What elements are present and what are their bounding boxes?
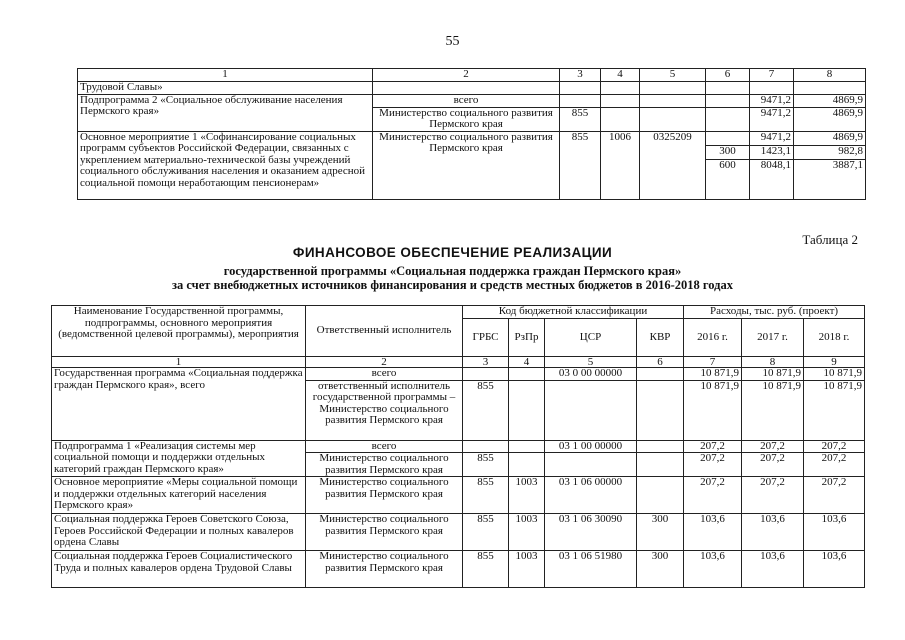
rzpr: 1003 (509, 477, 545, 514)
table-continuation (77, 68, 866, 200)
table-row (52, 551, 865, 588)
colnum: 9 (804, 357, 865, 368)
colnum: 5 (640, 69, 706, 82)
executor: Министерство социального развития Пермского края (373, 131, 560, 199)
table-row (78, 94, 866, 107)
table-row (52, 440, 865, 453)
executor: всего (306, 440, 463, 453)
value-2016: 103,6 (684, 551, 742, 588)
executor: Министерство социального развития Пермского края (306, 514, 463, 551)
kvr: 300 (637, 551, 684, 588)
value: 982,8 (794, 145, 866, 159)
csr: 03 1 00 00000 (545, 440, 637, 453)
table1-column-numbers (78, 69, 866, 82)
row-name: Социальная поддержка Героев Советского Союза, Героев Российской Федерации и полных кавалеров ордена Славы (52, 514, 306, 551)
value-2017: 207,2 (742, 453, 804, 477)
colnum: 8 (742, 357, 804, 368)
executor: Министерство социального развития Пермского края (306, 477, 463, 514)
kvr (706, 131, 750, 145)
csr: 03 1 06 30090 (545, 514, 637, 551)
grbs: 855 (463, 380, 509, 440)
colnum: 2 (306, 357, 463, 368)
colnum: 1 (52, 357, 306, 368)
colnum: 4 (509, 357, 545, 368)
value: 9471,2 (750, 131, 794, 145)
colnum: 2 (373, 69, 560, 82)
column-header: Расходы, тыс. руб. (проект) (684, 306, 865, 319)
financing-table (51, 305, 865, 588)
kvr (637, 368, 684, 381)
value-2017: 103,6 (742, 551, 804, 588)
value: 9471,2 (750, 94, 794, 107)
grbs (463, 368, 509, 381)
row-name: Подпрограмма 2 «Социальное обслуживание населения Пермского края» (78, 94, 373, 131)
csr: 03 1 06 00000 (545, 477, 637, 514)
grbs: 855 (463, 514, 509, 551)
column-header: Ответственный исполнитель (306, 306, 463, 357)
column-header: Код бюджетной классификации (463, 306, 684, 319)
csr: 0325209 (640, 131, 706, 199)
table-row (78, 131, 866, 145)
colnum: 8 (794, 69, 866, 82)
value-2018: 10 871,9 (804, 380, 865, 440)
section-title: ФИНАНСОВОЕ ОБЕСПЕЧЕНИЕ РЕАЛИЗАЦИИ (292, 245, 613, 260)
grbs: 855 (463, 551, 509, 588)
rzpr: 1003 (509, 551, 545, 588)
value-2016: 207,2 (684, 477, 742, 514)
value-2016: 10 871,9 (684, 368, 742, 381)
executor: всего (306, 368, 463, 381)
rzpr (509, 440, 545, 453)
executor: Министерство социального развития Пермского края (373, 107, 560, 131)
column-header: Наименование Государственной программы, подпрограммы, основного мероприятия (ведомственной целевой программы), мероприятия (52, 306, 306, 357)
value: 4869,9 (794, 131, 866, 145)
value: 1423,1 (750, 145, 794, 159)
value-2016: 207,2 (684, 440, 742, 453)
kvr: 600 (706, 159, 750, 199)
rzpr (509, 380, 545, 440)
colnum: 6 (706, 69, 750, 82)
csr (545, 453, 637, 477)
column-header: 2017 г. (742, 319, 804, 357)
colnum: 1 (78, 69, 373, 82)
executor: всего (373, 94, 560, 107)
value: 4869,9 (794, 94, 866, 107)
value-2016: 10 871,9 (684, 380, 742, 440)
colnum: 7 (684, 357, 742, 368)
value-2016: 103,6 (684, 514, 742, 551)
section-subtitle: за счет внебюджетных источников финансирования и средств местных бюджетов в 2016-2018 годах (171, 278, 734, 292)
table-header-row (52, 306, 865, 319)
executor: Министерство социального развития Пермского края (306, 551, 463, 588)
row-name: Трудовой Славы» (78, 81, 373, 94)
grbs: 855 (560, 107, 601, 131)
executor: ответственный исполнитель государственной программы – Министерство социального развития Пермского края (306, 380, 463, 440)
colnum: 4 (601, 69, 640, 82)
kvr (637, 440, 684, 453)
table2-column-numbers (52, 357, 865, 368)
csr (545, 380, 637, 440)
column-header: ЦСР (545, 319, 637, 357)
rzpr (509, 453, 545, 477)
rzpr: 1003 (509, 514, 545, 551)
grbs (463, 440, 509, 453)
value: 8048,1 (750, 159, 794, 199)
value-2016: 207,2 (684, 453, 742, 477)
kvr: 300 (637, 514, 684, 551)
row-name: Основное мероприятие 1 «Софинансирование социальных программ субъектов Российской Федерации, связанных с укреплением материально-технической базы учреждений социального обслуживания населения и оказанием адресной социальной помощи неработающим пенсионерам» (78, 131, 373, 199)
value: 3887,1 (794, 159, 866, 199)
value-2018: 10 871,9 (804, 368, 865, 381)
grbs: 855 (463, 453, 509, 477)
grbs: 855 (463, 477, 509, 514)
column-header: РзПр (509, 319, 545, 357)
value: 4869,9 (794, 107, 866, 131)
row-name: Подпрограмма 1 «Реализация системы мер социальной помощи и поддержки отдельных категорий граждан Пермского края» (52, 440, 306, 477)
value-2018: 207,2 (804, 453, 865, 477)
rzpr (509, 368, 545, 381)
colnum: 6 (637, 357, 684, 368)
table-label: Таблица 2 (802, 232, 858, 247)
row-name: Государственная программа «Социальная поддержка граждан Пермского края», всего (52, 368, 306, 441)
value-2017: 207,2 (742, 440, 804, 453)
csr: 03 0 00 00000 (545, 368, 637, 381)
value: 9471,2 (750, 107, 794, 131)
colnum: 7 (750, 69, 794, 82)
table-row (52, 477, 865, 514)
colnum: 3 (560, 69, 601, 82)
value-2017: 10 871,9 (742, 380, 804, 440)
column-header: ГРБС (463, 319, 509, 357)
row-name: Социальная поддержка Героев Социалистического Труда и полных кавалеров ордена Трудовой Славы (52, 551, 306, 588)
value-2018: 207,2 (804, 440, 865, 453)
page-number: 55 (445, 34, 460, 49)
kvr: 300 (706, 145, 750, 159)
table-row (52, 368, 865, 381)
section-subtitle: государственной программы «Социальная поддержка граждан Пермского края» (223, 264, 682, 278)
table-row (52, 514, 865, 551)
column-header: 2018 г. (804, 319, 865, 357)
row-name: Основное мероприятие «Меры социальной помощи и поддержки отдельных категорий населения Пермского края» (52, 477, 306, 514)
value-2017: 10 871,9 (742, 368, 804, 381)
value-2017: 207,2 (742, 477, 804, 514)
column-header: 2016 г. (684, 319, 742, 357)
column-header: КВР (637, 319, 684, 357)
value-2018: 207,2 (804, 477, 865, 514)
value-2018: 103,6 (804, 551, 865, 588)
kvr (637, 453, 684, 477)
executor: Министерство социального развития Пермского края (306, 453, 463, 477)
kvr (637, 477, 684, 514)
colnum: 5 (545, 357, 637, 368)
csr: 03 1 06 51980 (545, 551, 637, 588)
kvr (637, 380, 684, 440)
value-2017: 103,6 (742, 514, 804, 551)
colnum: 3 (463, 357, 509, 368)
rzpr: 1006 (601, 131, 640, 199)
table-row (78, 81, 866, 94)
value-2018: 103,6 (804, 514, 865, 551)
grbs: 855 (560, 131, 601, 199)
